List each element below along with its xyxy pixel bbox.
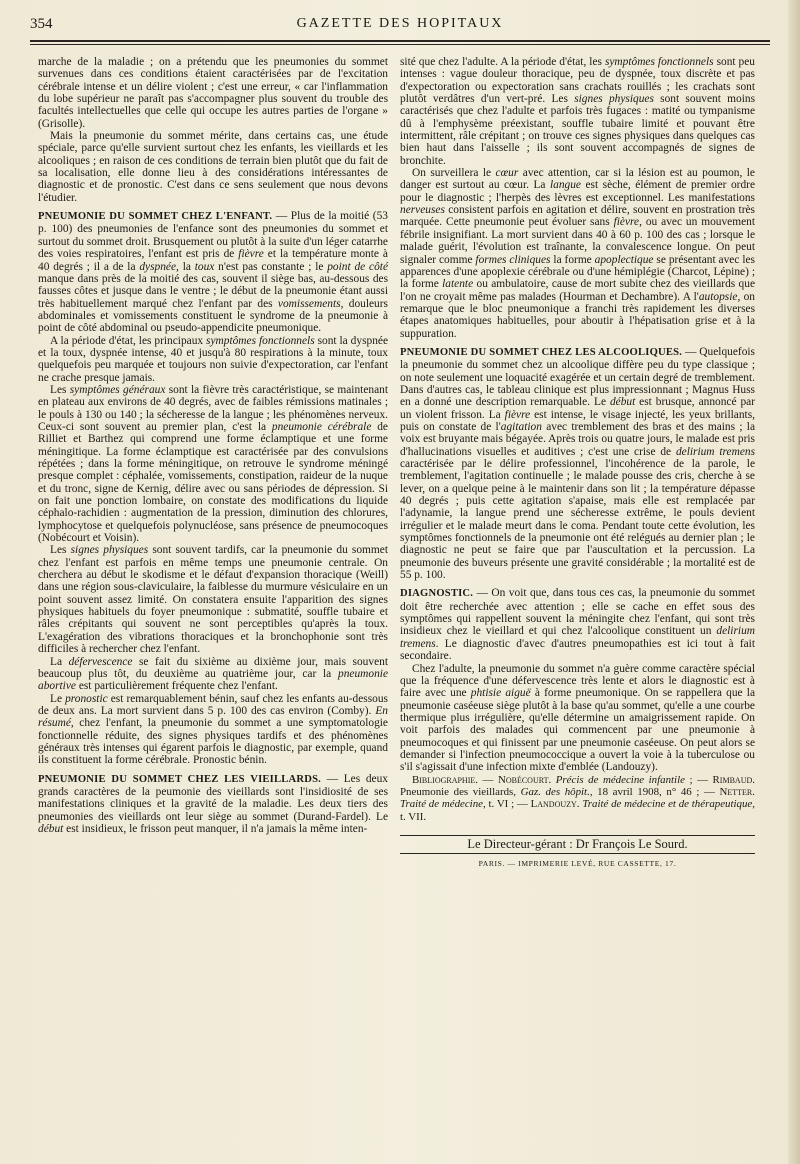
paragraph: Mais la pneumonie du sommet mérite, dans certains cas, une étude spéciale, parce qu'elle survient surtout chez les enfants, les vieillards et les alcooliques ; en raison de ces conditions de terrain bien plutôt que du fait de sa localisation, elle donne lieu à des considérations intéressantes de diagnostic et de pronostic. C'est dans ce sens seulement que nous devons l'étudier.	[38, 130, 388, 204]
section-heading: DIAGNOSTIC.	[400, 588, 474, 600]
left-column	[38, 56, 388, 835]
section-vieillards: PNEUMONIE DU SOMMET CHEZ LES VIEILLARDS. — Les deux grands caractères de la peumonie des vieillards sont l'insidiosité de ses manifestations cliniques et la gravité de la maladie. Les deux tiers des pneumonies des vieillards ont leur siège au sommet (Durand-Fardel). Le début est insidieux, le frisson peut manquer, il n'a jamais la même inten-	[38, 772, 388, 835]
paragraph: Les symptômes généraux sont la fièvre très caractéristique, se maintenant en plateau aux environs de 40 degrés, avec de faibles rémissions matinales ; le pouls à 130 ou 140 ; la sécheresse de la langue ; les phénomènes nerveux. Ceux-ci sont souvent au premier plan, c'est la pneumonie cérébrale de Rilliet et Barthez qui comprend une forme éclamptique et une forme méningitique. La forme éclamptique est caractérisée par des convulsions répétées ; dans la forme méningitique, on retrouve le syndrome méningé presque complet : céphalée, vomissements, constipation, raideur de la nuque et du tronc, signe de Kernig, délire avec ou sans périodes de dépression. Si on fait une ponction lombaire, on constate des modifications du liquide céphalo-rachidien : augmentation de la pression, diminution des chlorures, lymphocytose et quelquefois polynucléose, sans présence de pneumocoques (Nobécourt et Voisin).	[38, 383, 388, 545]
page-header	[30, 12, 770, 38]
printer-imprint: PARIS. — IMPRIMERIE LEVÉ, RUE CASSETTE, 17.	[478, 859, 677, 869]
section-diagnostic: DIAGNOSTIC. — On voit que, dans tous ces cas, la pneumonie du sommet doit être recherchée avec attention ; elle se cache en effet sous des symptômes qui rappellent souvent la méningite chez l'enfant, qui sont très insidieux chez le vieillard et qui chez l'alcoolique constituent un delirium tremens. Le diagnostic d'avec d'autres pneumopathies est ici tout à fait secondaire.	[400, 587, 755, 663]
director-signature: Le Directeur-gérant : Dr François Le Sourd.	[400, 835, 755, 854]
paragraph: La défervescence se fait du sixième au dixième jour, mais souvent beaucoup plus tôt, du deuxième au quatrième jour, car la pneumonie abortive est particulièrement fréquente chez l'enfant.	[38, 655, 388, 693]
paragraph: Les signes physiques sont souvent tardifs, car la pneumonie du sommet chez l'enfant est parfois en même temps une pneumonie centrale. On cherchera au début le skodisme et le défaut d'expansion thoracique (Weill) dans une région sous-claviculaire, la faiblesse du murmure vésiculaire en un point souvent assez limité. On constatera ensuite l'apparition des signes physiques habituels du foyer pneumonique : submatité, souffle tubaire et râles crépitants qui souvent ne sont perceptibles qu'après la toux. L'exagération des vibrations thoraciques et la bronchophonie sont très difficiles à rechercher chez l'enfant.	[38, 544, 388, 656]
section-alcooliques: PNEUMONIE DU SOMMET CHEZ LES ALCOOLIQUES. — Quelquefois la pneumonie du sommet chez un alcoolique diffère peu du type classique ; on note seulement une loquacité exagérée et un certain degré de tremblement. Dans d'autres cas, le tableau clinique est plus impressionnant ; Magnus Huss en a donné une description remarquable. Le début est brusque, annoncé par un violent frisson. La fièvre est intense, le visage injecté, les yeux brillants, puis on constate de l'agitation avec tremblement des bras et des mains ; la voix est bruyante mais bégayée. Après trois ou quatre jours, le malade est pris d'hallucinations visuelles et auditives ; c'est une crise de delirium tremens caractérisée par le délire professionnel, l'incohérence de la parole, le tremblement, l'agitation continuelle ; le malade pousse des cris, cherche à se lever, on a quelque peine à le maintenir dans son lit ; la température dépasse 40 degrés ; puis cette agitation s'apaise, mais elle est remplacée par l'adynamie, la langue prend une sécheresse extrême, le pouls devient irrégulier et le malade meurt dans le coma. Pendant toute cette évolution, les symptômes fonctionnels de la pneumonie ont été relégués au dernier plan ; le diagnostic ne peut se faire que par l'auscultation et la percussion. La pneumonie des buveurs présente une gravité considérable ; la mortalité est de 55 p. 100.	[400, 345, 756, 582]
section-heading: PNEUMONIE DU SOMMET CHEZ LES ALCOOLIQUES.	[400, 346, 683, 358]
paragraph: marche de la maladie ; on a prétendu que les pneumonies du sommet survenues dans ces conditions étaient caractérisées par de l'excitation cérébrale intense et un délire violent ; c'est une erreur, « car l'inflammation du lobe supérieur ne paraît pas s'accompagner plus souvent du trouble des facultés intellectuelles que celle qui occupe les autres parties de l'organe » (Grisolle).	[38, 56, 388, 130]
paragraph: Chez l'adulte, la pneumonie du sommet n'a guère comme caractère spécial que la fréquence d'une défervescence très lente et alors le diagnostic est à faire avec une phtisie aiguë à forme pneumonique. On se rappellera que la pneumonie caséeuse siège plutôt à la base qu'au sommet, qu'elle a une courbe thermique plus irrégulière, qu'elle détermine un amaigrissement rapide. On voit parfois des malades qui commencent par une pneumonie à pneumocoques et qui finissent par une pneumonie caséeuse. On peut alors se demander si l'infection pneumococcique a ouvert la voie à la tuberculose ou s'il s'agissait d'une infection mixte d'emblée (Landouzy).	[400, 662, 755, 774]
right-column	[400, 56, 755, 871]
page-edge	[788, 0, 800, 1164]
section-enfant: PNEUMONIE DU SOMMET CHEZ L'ENFANT. — Plus de la moitié (53 p. 100) des pneumonies de l'enfance sont des pneumonies du sommet et surtout du sommet droit. Brusquement ou plutôt à la suite d'un léger catarrhe des voies respiratoires, l'enfant est pris de fièvre et la température monte à 40 degrés ; il a de la dyspnée, la toux n'est pas constante ; le point de côté manque dans près de la moitié des cas, souvent il siège bas, au-dessous des fausses côtes et jusque dans le ventre ; le début de la pneumonie étant aussi très habituellement marqué chez l'enfant par des vomissements, douleurs abdominales et vomissements constituent le syndrome de la pneumonie à point de côté abdominal ou pseudo-appendicite pneumonique.	[38, 210, 388, 335]
section-heading: PNEUMONIE DU SOMMET CHEZ L'ENFANT.	[38, 211, 273, 223]
paragraph: A la période d'état, les principaux symptômes fonctionnels sont la dyspnée et la toux, dyspnée intense, 40 et jusqu'à 80 respirations à la minute, toux quelquefois peu marquée et toujours non suivie d'expectoration, car l'enfant ne crache presque jamais.	[38, 334, 388, 384]
bibliography: Bibliographie. — Nobécourt. Précis de médecine infantile ; — Rimbaud. Pneumonie des vieillards, Gaz. des hôpit., 18 avril 1908, n° 46 ; — Netter. Traité de médecine, t. VI ; — Landouzy. Traité de médecine et de thérapeutique, t. VII.	[400, 773, 755, 823]
paragraph: sité que chez l'adulte. A la période d'état, les symptômes fonctionnels sont peu intenses : vague douleur thoracique, peu de dyspnée, toux discrète et pas d'expectoration ou expectoration sans crachats rouillés ; les crachats sont plutôt verdâtres d'un vert-pré. Les signes physiques sont souvent moins caractérisés que chez l'adulte et parfois très fugaces : matité ou tympanisme dû à l'emphysème préexistant, souffle tubaire limité et pouvant être intermittent, râle crépitant ; on trouve ces signes physiques dans quelques cas bien haut dans l'aisselle ; ils sont souvent accompagnés de signes de bronchite.	[400, 56, 755, 167]
paragraph: On surveillera le cœur avec attention, car si la lésion est au poumon, le danger est surtout au cœur. La langue est sèche, élément de premier ordre pour le diagnostic ; l'herpès des lèvres est exceptionnel. Les manifestations nerveuses consistent parfois en agitation et délire, souvent en prostration très marquée. Cette pneumonie peut évoluer sans fièvre, ou avec un mouvement fébrile insignifiant. La mort survient dans 40 à 60 p. 100 des cas ; lorsque le malade guérit, l'évolution est traînante, la convalescence longue. On peut signaler comme formes cliniques la forme apoplectique se présentant avec les apparences d'une apoplexie cérébrale ou d'une hémiplégie (Charcot, Lépine) ; la forme latente ou ambulatoire, cause de mort subite chez des vieillards que l'on ne croyait même pas malades (Hourman et Dechambre). A l'autopsie, on remarque que le bloc pneumonique a franchi très rapidement les diverses étapes anatomiques habituelles, pour aboutir à l'hépatisation grise et à la suppuration.	[400, 167, 755, 340]
page-number: 354	[30, 16, 53, 32]
section-heading: PNEUMONIE DU SOMMET CHEZ LES VIEILLARDS.	[38, 773, 322, 785]
running-title: GAZETTE DES HOPITAUX	[296, 16, 504, 31]
paragraph: Le pronostic est remarquablement bénin, sauf chez les enfants au-dessous de deux ans. La mort survient dans 5 p. 100 des cas environ (Comby). En résumé, chez l'enfant, la pneumonie du sommet a une symptomatologie fonctionnelle réduite, des signes physiques tardifs et des phénomènes généraux très intenses qui égarent parfois le diagnostic, par exemple, quand ils constituent la forme cérébrale. Pronostic bénin.	[38, 692, 388, 767]
header-rule	[30, 40, 770, 45]
